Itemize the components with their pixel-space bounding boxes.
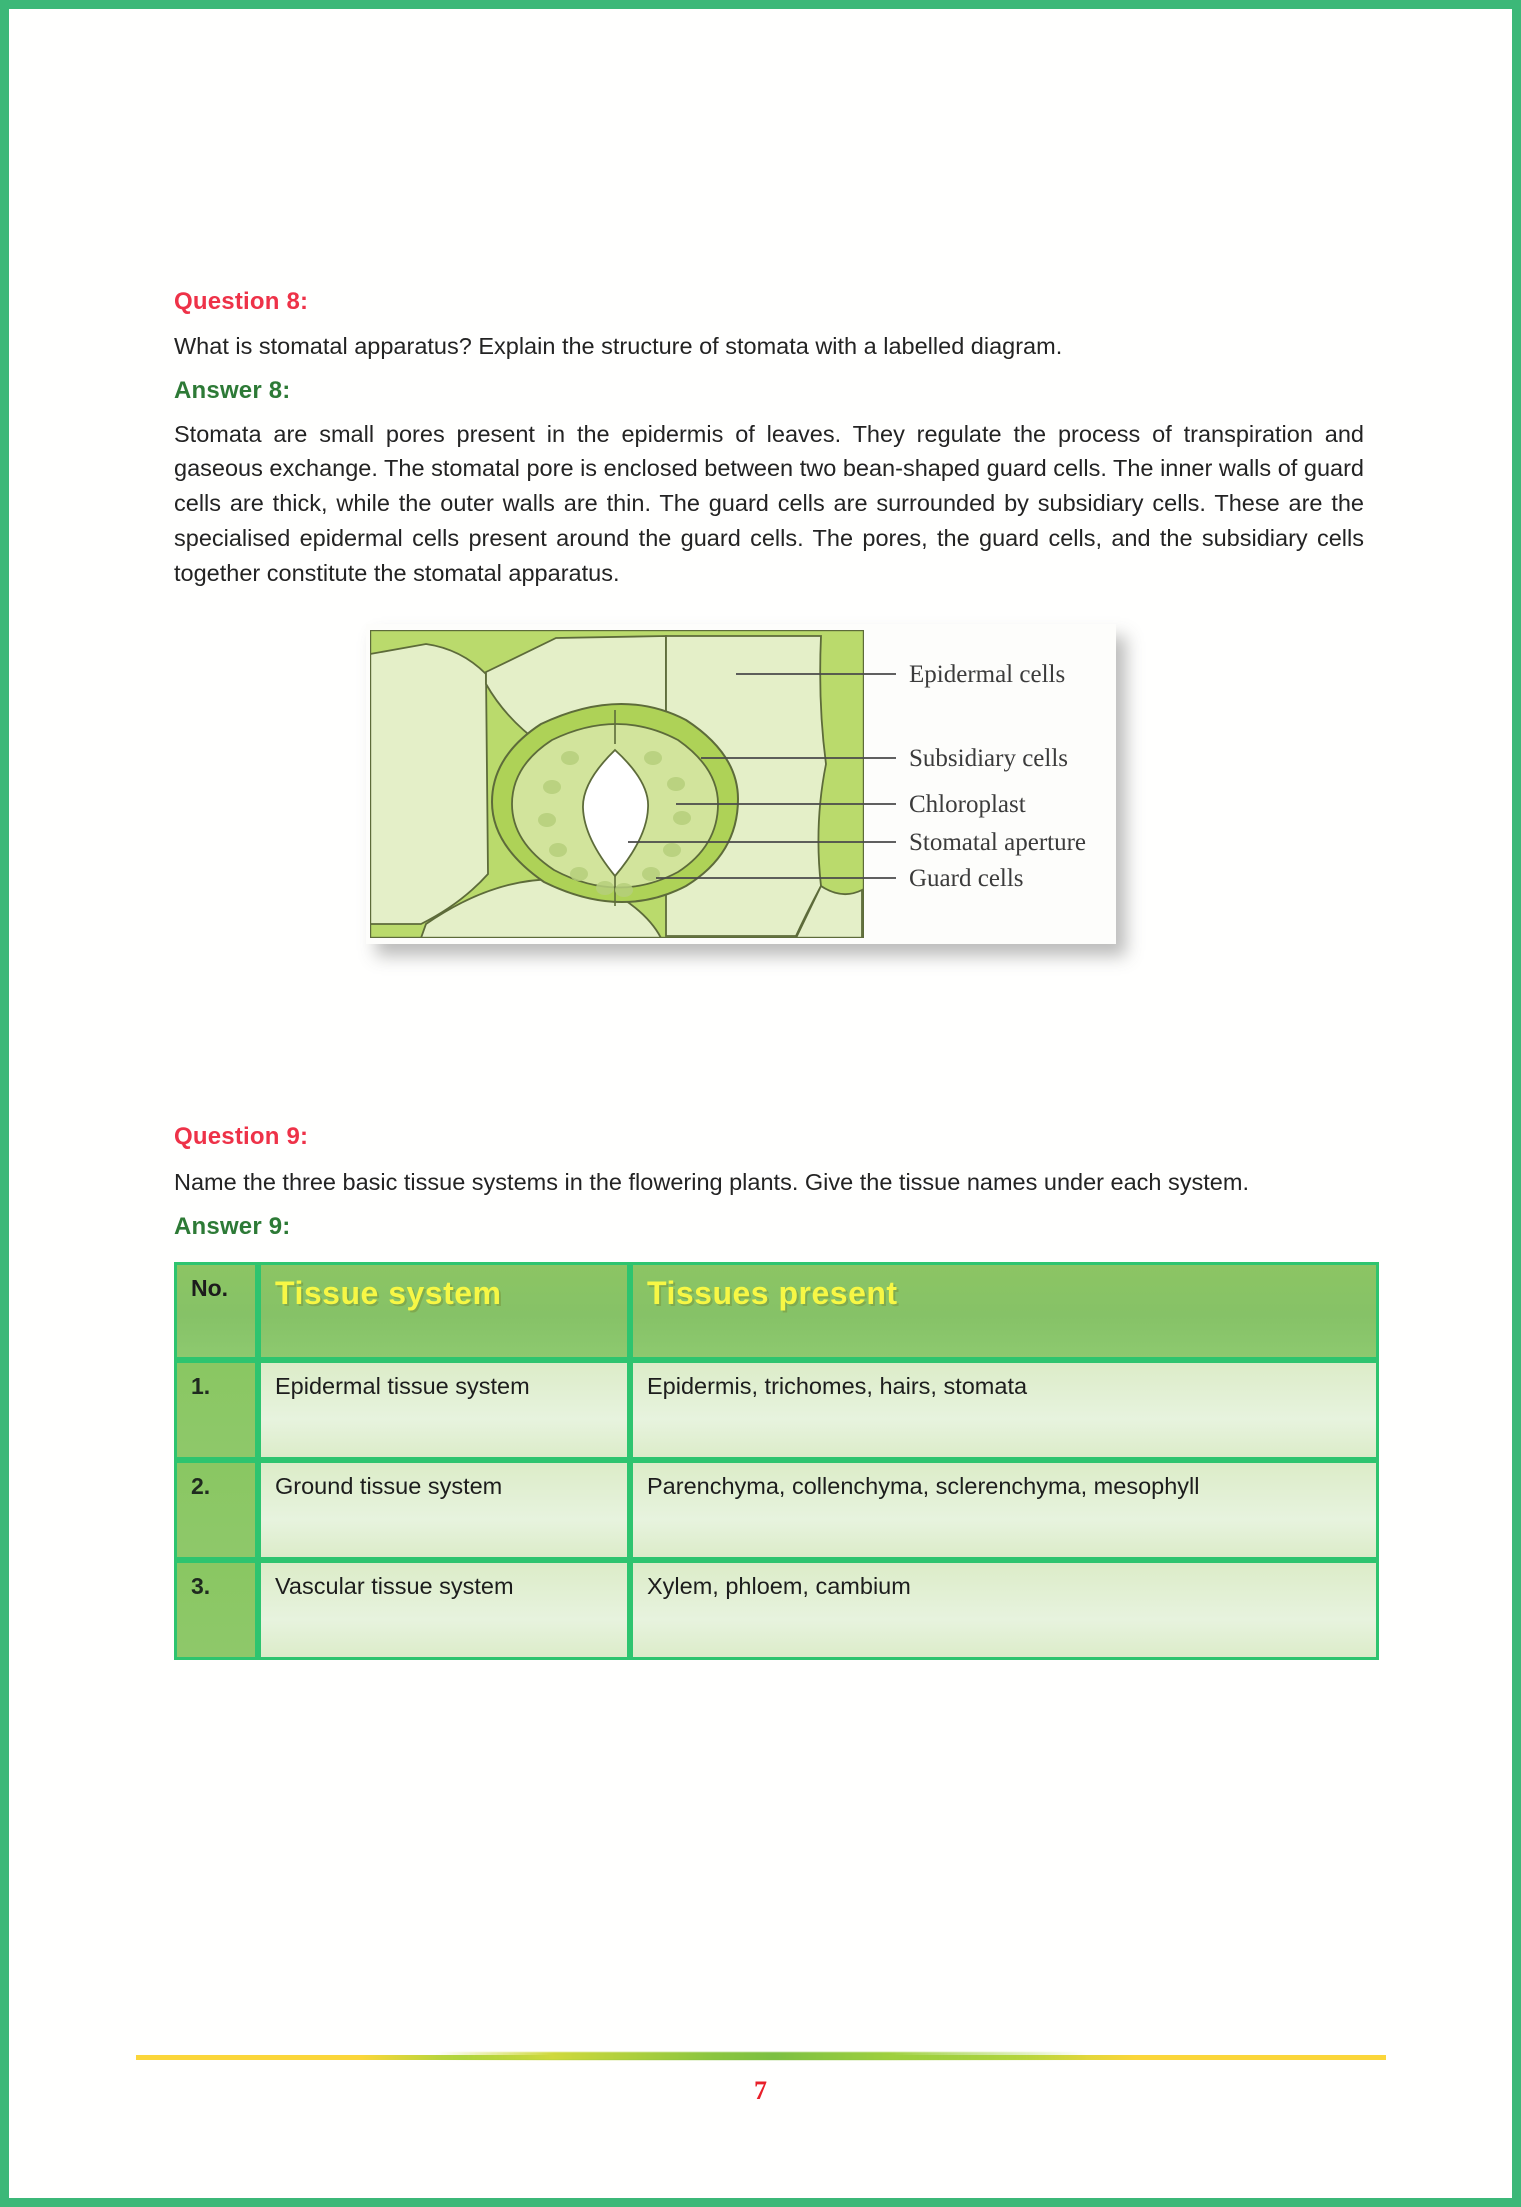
table-header-no: No. <box>174 1262 258 1360</box>
answer-8-heading: Answer 8: <box>174 377 291 405</box>
figure-label-subsidiary-cells: Subsidiary cells <box>909 745 1069 773</box>
question-8-heading: Question 8: <box>174 288 309 315</box>
footer-divider <box>136 2052 1386 2062</box>
question-9-heading: Question 9: <box>174 1123 309 1151</box>
row-system: Ground tissue system <box>258 1460 630 1560</box>
row-number: 2. <box>174 1460 258 1560</box>
row-number: 3. <box>174 1560 258 1660</box>
figure-label-stomatal-aperture: Stomatal aperture <box>909 829 1087 857</box>
table-row <box>174 1360 1379 1460</box>
figure-label-guard-cells: Guard cells <box>909 865 1024 893</box>
tissue-table-container <box>174 1262 1364 1660</box>
footer-divider-bar-accent <box>436 2052 1086 2060</box>
table-row <box>174 1560 1379 1660</box>
row-tissues: Xylem, phloem, cambium <box>630 1560 1379 1660</box>
page-inner <box>9 9 1512 2198</box>
figure-label-chloroplast: Chloroplast <box>909 791 1026 819</box>
figure-label-epidermal-cells: Epidermal cells <box>909 661 1066 689</box>
table-header-system: Tissue system <box>258 1262 630 1360</box>
page-content <box>174 289 1364 1660</box>
table-header-tissues: Tissues present <box>630 1262 1379 1360</box>
page-footer <box>9 2052 1512 2106</box>
table-row <box>174 1460 1379 1560</box>
tissue-systems-table <box>174 1262 1379 1660</box>
answer-8-text: Stomata are small pores present in the epidermis of leaves. They regulate the process of transpiration and gaseous exchange. The stomatal pore is enclosed between two bean-shaped guard cells. The inner walls of guard cells are thick, while the outer walls are thin. The guard cells are surrounded by subsidiary cells. These are the specialised epidermal cells present around the guard cells. The pores, the guard cells, and the subsidiary cells together constitute the stomatal apparatus. <box>174 420 1364 586</box>
question-9-text: Name the three basic tissue systems in the flowering plants. Give the tissue names under each system. <box>174 1168 1249 1195</box>
answer-9-heading: Answer 9: <box>174 1212 291 1240</box>
diagram-cells-group <box>370 630 864 938</box>
row-number: 1. <box>174 1360 258 1460</box>
figure-container <box>174 624 1364 944</box>
stomatal-apparatus-diagram <box>366 624 1116 944</box>
row-system: Epidermal tissue system <box>258 1360 630 1460</box>
table-header-row <box>174 1262 1379 1360</box>
page-number: 7 <box>754 2076 767 2105</box>
row-tissues: Parenchyma, collenchyma, sclerenchyma, mesophyll <box>630 1460 1379 1560</box>
row-tissues: Epidermis, trichomes, hairs, stomata <box>630 1360 1379 1460</box>
question-8-text: What is stomatal apparatus? Explain the structure of stomata with a labelled diagram. <box>174 333 1063 360</box>
row-system: Vascular tissue system <box>258 1560 630 1660</box>
